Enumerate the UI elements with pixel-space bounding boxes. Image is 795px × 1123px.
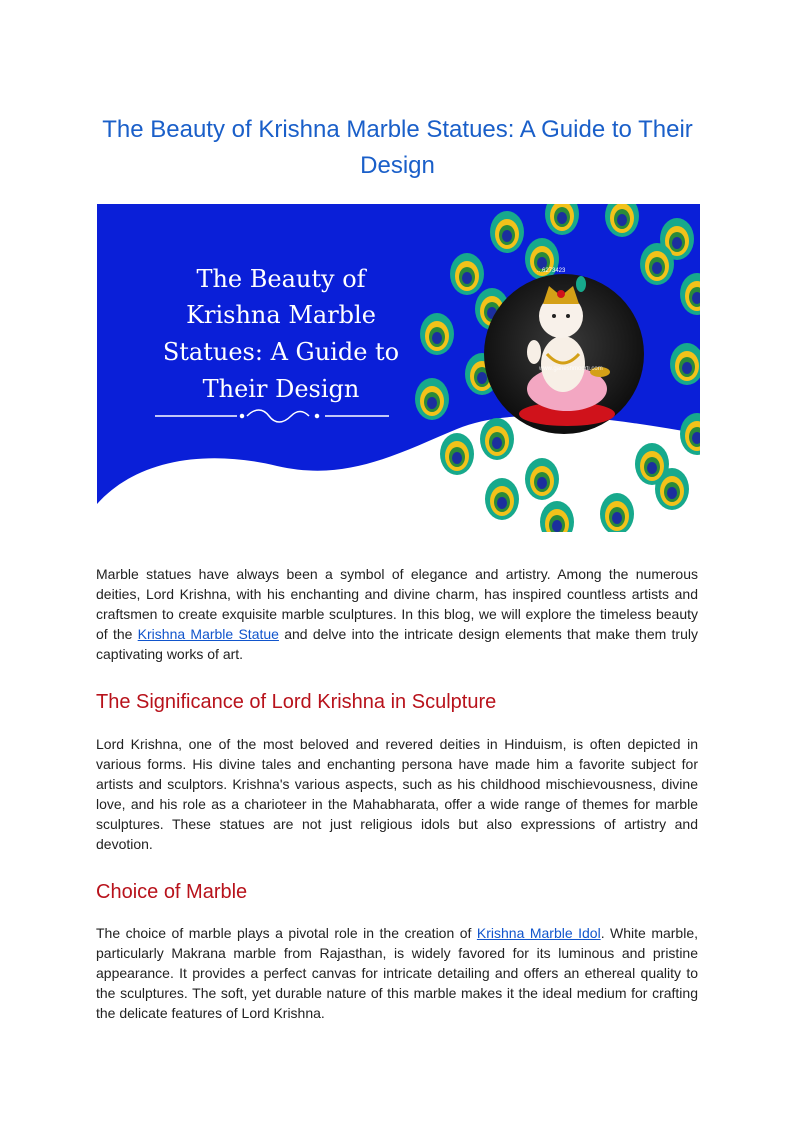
banner-heading-line-3: Statues: A Guide to [162, 338, 400, 366]
significance-paragraph: Lord Krishna, one of the most beloved and revered deities in Hinduism, is often depicted in various forms. His divine tales and enchanting persona have made him a favorite subject for artists and sculptors. Krishna's various aspects, such as his childhood mischievousness, divine love, and his role as a charioteer in the Mahabharata, offer a wide range of themes for marble sculptures. These statues are not just religious idols but also expressions of artistry and devotion. [96, 736, 698, 852]
banner-website-text: www.ganeshmoorti.com [539, 366, 603, 372]
banner-phone-text: ...6273423 [537, 268, 566, 274]
banner-heading-line-2: Krishna Marble [186, 301, 376, 329]
banner-heading-line-4: Their Design [202, 375, 360, 403]
krishna-marble-idol-link[interactable]: Krishna Marble Idol [476, 925, 601, 941]
krishna-marble-statue-link[interactable]: Krishna Marble Statue [137, 626, 279, 642]
page-title: The Beauty of Krishna Marble Statues: A Guide to Their Design [102, 116, 693, 179]
banner-image [97, 204, 700, 532]
intro-paragraph: Marble statues have always been a symbol of elegance and artistry. Among the numerous deities, Lord Krishna, with his enchanting and divine charm, has inspired countless artists and craftsmen to create exquisite marble sculptures. In this blog, we will explore the timeless beauty of the Krishna Marble Statue and delve into the intricate design elements that make them truly captivating works of art. [96, 566, 698, 662]
section-heading-choice-of-marble: Choice of Marble [96, 881, 248, 903]
choice-of-marble-paragraph: The choice of marble plays a pivotal role in the creation of Krishna Marble Idol. White marble, particularly Makrana marble from Rajasthan, is widely favored for its luminous and pristine appearance. It provides a perfect canvas for intricate detailing and offers an ethereal quality to the sculptures. The soft, yet durable nature of this marble makes it the ideal medium for crafting the delicate features of Lord Krishna. [96, 925, 698, 1021]
section-heading-significance: The Significance of Lord Krishna in Sculpture [96, 691, 497, 713]
banner-heading-line-1: The Beauty of [196, 265, 366, 293]
